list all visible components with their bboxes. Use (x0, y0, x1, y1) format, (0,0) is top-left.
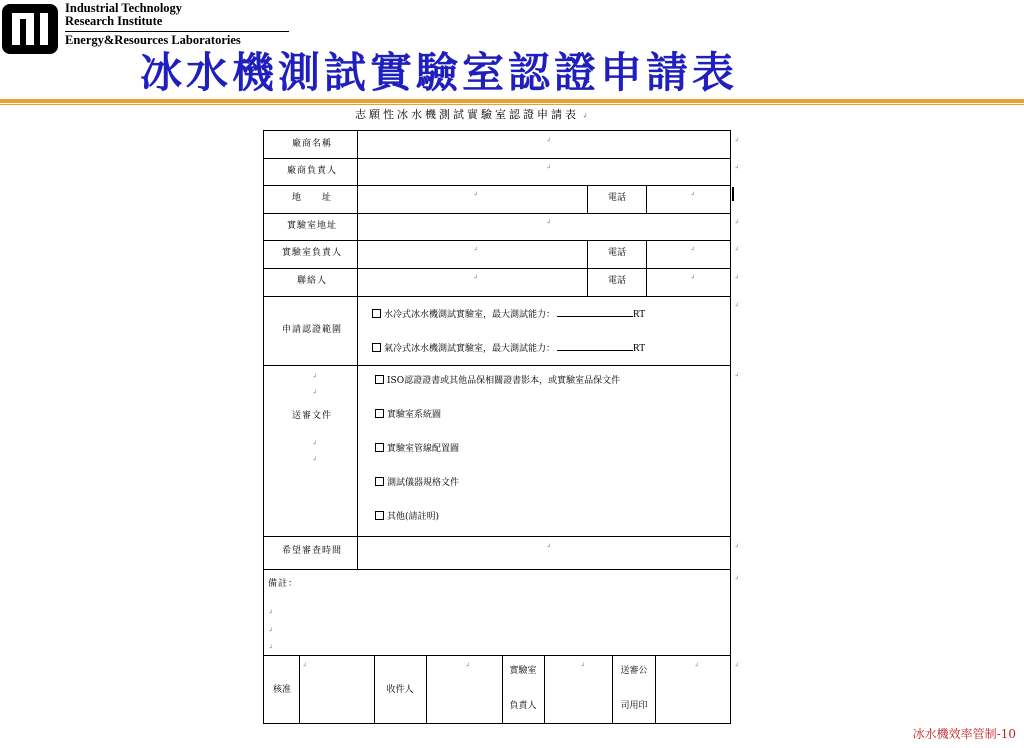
paragraph-mark: ↲ (312, 389, 318, 396)
capacity-blank[interactable] (557, 341, 633, 351)
paragraph-mark: ↲ (473, 191, 479, 198)
expected-time-field[interactable] (359, 538, 730, 568)
paragraph-mark: ↲ (734, 662, 740, 669)
org-line-1: Industrial Technology (65, 1, 183, 15)
paragraph-mark: ↲ (268, 609, 274, 616)
paragraph-mark: ↲ (734, 302, 740, 309)
column-divider (612, 655, 613, 723)
paragraph-mark: ↲ (690, 274, 696, 281)
org-line-3: Energy&Resources Laboratories (65, 33, 241, 47)
accent-bar (0, 99, 1024, 103)
row-divider (264, 536, 731, 537)
row-divider (264, 296, 731, 297)
lab-phone-field[interactable] (648, 242, 730, 267)
row-divider (264, 185, 731, 186)
column-divider (374, 655, 375, 723)
form-title: 志願性冰水機測試實驗室認證申請表 ↲ (355, 108, 591, 121)
paragraph-mark: ↲ (546, 219, 552, 226)
row-divider (264, 365, 731, 366)
label-lab-address: 實驗室地址 (286, 221, 337, 231)
paragraph-mark: ↲ (312, 373, 318, 380)
label-manufacturer-name: 廠商名稱 (291, 139, 332, 149)
label-company-seal-1: 送審公 (620, 666, 648, 676)
column-divider (646, 185, 647, 213)
row-divider (264, 240, 731, 241)
label-receiver: 收件人 (386, 685, 414, 695)
paragraph-mark: ↲ (465, 662, 471, 669)
label-contact-phone: 電話 (607, 276, 626, 286)
paragraph-mark: ↲ (734, 137, 740, 144)
column-divider (502, 655, 503, 723)
column-divider (544, 655, 545, 723)
label-company-seal-2: 司用印 (620, 701, 648, 711)
column-divider (587, 185, 588, 213)
scope-option-air-cooled[interactable]: 氣冷式冰水機測試實驗室，最大測試能力： RT (372, 341, 645, 355)
paragraph-mark: ↲ (734, 372, 740, 379)
paragraph-mark: ↲ (694, 662, 700, 669)
label-lab-rep: 實驗室負責人 (281, 248, 342, 258)
label-remarks: 備註： (268, 579, 299, 589)
paragraph-mark: ↲ (302, 662, 308, 669)
label-lab-rep-sign-2: 負責人 (509, 701, 537, 711)
slide-footer: 冰水機效率管制-10 (912, 727, 1016, 741)
label-lab-phone: 電話 (607, 248, 626, 258)
paragraph-mark: ↲ (546, 137, 552, 144)
lab-address-field[interactable] (359, 215, 730, 239)
checkbox[interactable] (375, 477, 384, 486)
paragraph-mark: ↲ (734, 219, 740, 226)
paragraph-mark: ↲ (734, 543, 740, 550)
row-divider (264, 268, 731, 269)
label-scope: 申請認證範圍 (281, 325, 342, 335)
paragraph-mark: ↲ (734, 274, 740, 281)
checkbox[interactable] (375, 375, 384, 384)
paragraph-mark: ↲ (473, 246, 479, 253)
manufacturer-rep-field[interactable] (359, 160, 730, 184)
scope-option-water-cooled[interactable]: 水冷式冰水機測試實驗室，最大測試能力： RT (372, 307, 645, 321)
checkbox[interactable] (372, 343, 381, 352)
checkbox[interactable] (375, 511, 384, 520)
label-expected-time: 希望審查時間 (281, 546, 342, 556)
doc-option-instrument-specs[interactable]: 測試儀器規格文件 (375, 477, 459, 489)
doc-option-piping-layout[interactable]: 實驗室管線配置圖 (375, 443, 459, 455)
paragraph-mark: ↲ (690, 246, 696, 253)
slide-title: 冰水機測試實驗室認證申請表 (140, 48, 739, 97)
paragraph-mark: ↲ (734, 575, 740, 582)
row-divider (264, 213, 731, 214)
label-phone: 電話 (607, 193, 626, 203)
accent-rule (0, 104, 1024, 105)
contact-phone-field[interactable] (648, 270, 730, 295)
row-divider (264, 569, 731, 570)
checkbox[interactable] (375, 443, 384, 452)
paragraph-mark: ↲ (580, 662, 586, 669)
org-divider (65, 31, 289, 32)
paragraph-mark: ↲ (546, 543, 552, 550)
row-divider (264, 655, 731, 656)
checkbox[interactable] (372, 309, 381, 318)
doc-option-system-diagram[interactable]: 實驗室系統圖 (375, 409, 441, 421)
row-divider (264, 158, 731, 159)
column-divider (426, 655, 427, 723)
org-line-2: Research Institute (65, 14, 163, 28)
paragraph-mark: ↲ (312, 440, 318, 447)
paragraph-mark: ↲ (734, 246, 740, 253)
checkbox[interactable] (375, 409, 384, 418)
edge-mark (732, 187, 734, 201)
itri-logo (2, 4, 58, 54)
doc-option-iso[interactable]: ISO認證證書或其他品保相關證書影本，或實驗室品保文件 (375, 375, 620, 387)
column-divider (587, 240, 588, 296)
label-documents: 送審文件 (291, 411, 332, 421)
paragraph-mark: ↲ (268, 644, 274, 651)
capacity-blank[interactable] (557, 307, 633, 317)
label-review: 核准 (272, 685, 291, 695)
paragraph-mark: ↲ (690, 191, 696, 198)
label-contact: 聯絡人 (296, 276, 327, 286)
label-manufacturer-rep: 廠商負責人 (286, 166, 337, 176)
paragraph-mark: ↲ (734, 164, 740, 171)
doc-option-other[interactable]: 其他(請註明) (375, 511, 439, 523)
label-lab-rep-sign-1: 實驗室 (509, 666, 537, 676)
paragraph-mark: ↲ (312, 456, 318, 463)
label-address: 地 址 (291, 193, 332, 203)
paragraph-mark: ↲ (268, 627, 274, 634)
remarks-field[interactable] (266, 596, 730, 654)
paragraph-mark: ↲ (546, 164, 552, 171)
phone-field[interactable] (648, 187, 730, 212)
column-divider (299, 655, 300, 723)
paragraph-mark: ↲ (473, 274, 479, 281)
manufacturer-name-field[interactable] (359, 132, 730, 157)
column-divider (646, 240, 647, 296)
column-divider (655, 655, 656, 723)
